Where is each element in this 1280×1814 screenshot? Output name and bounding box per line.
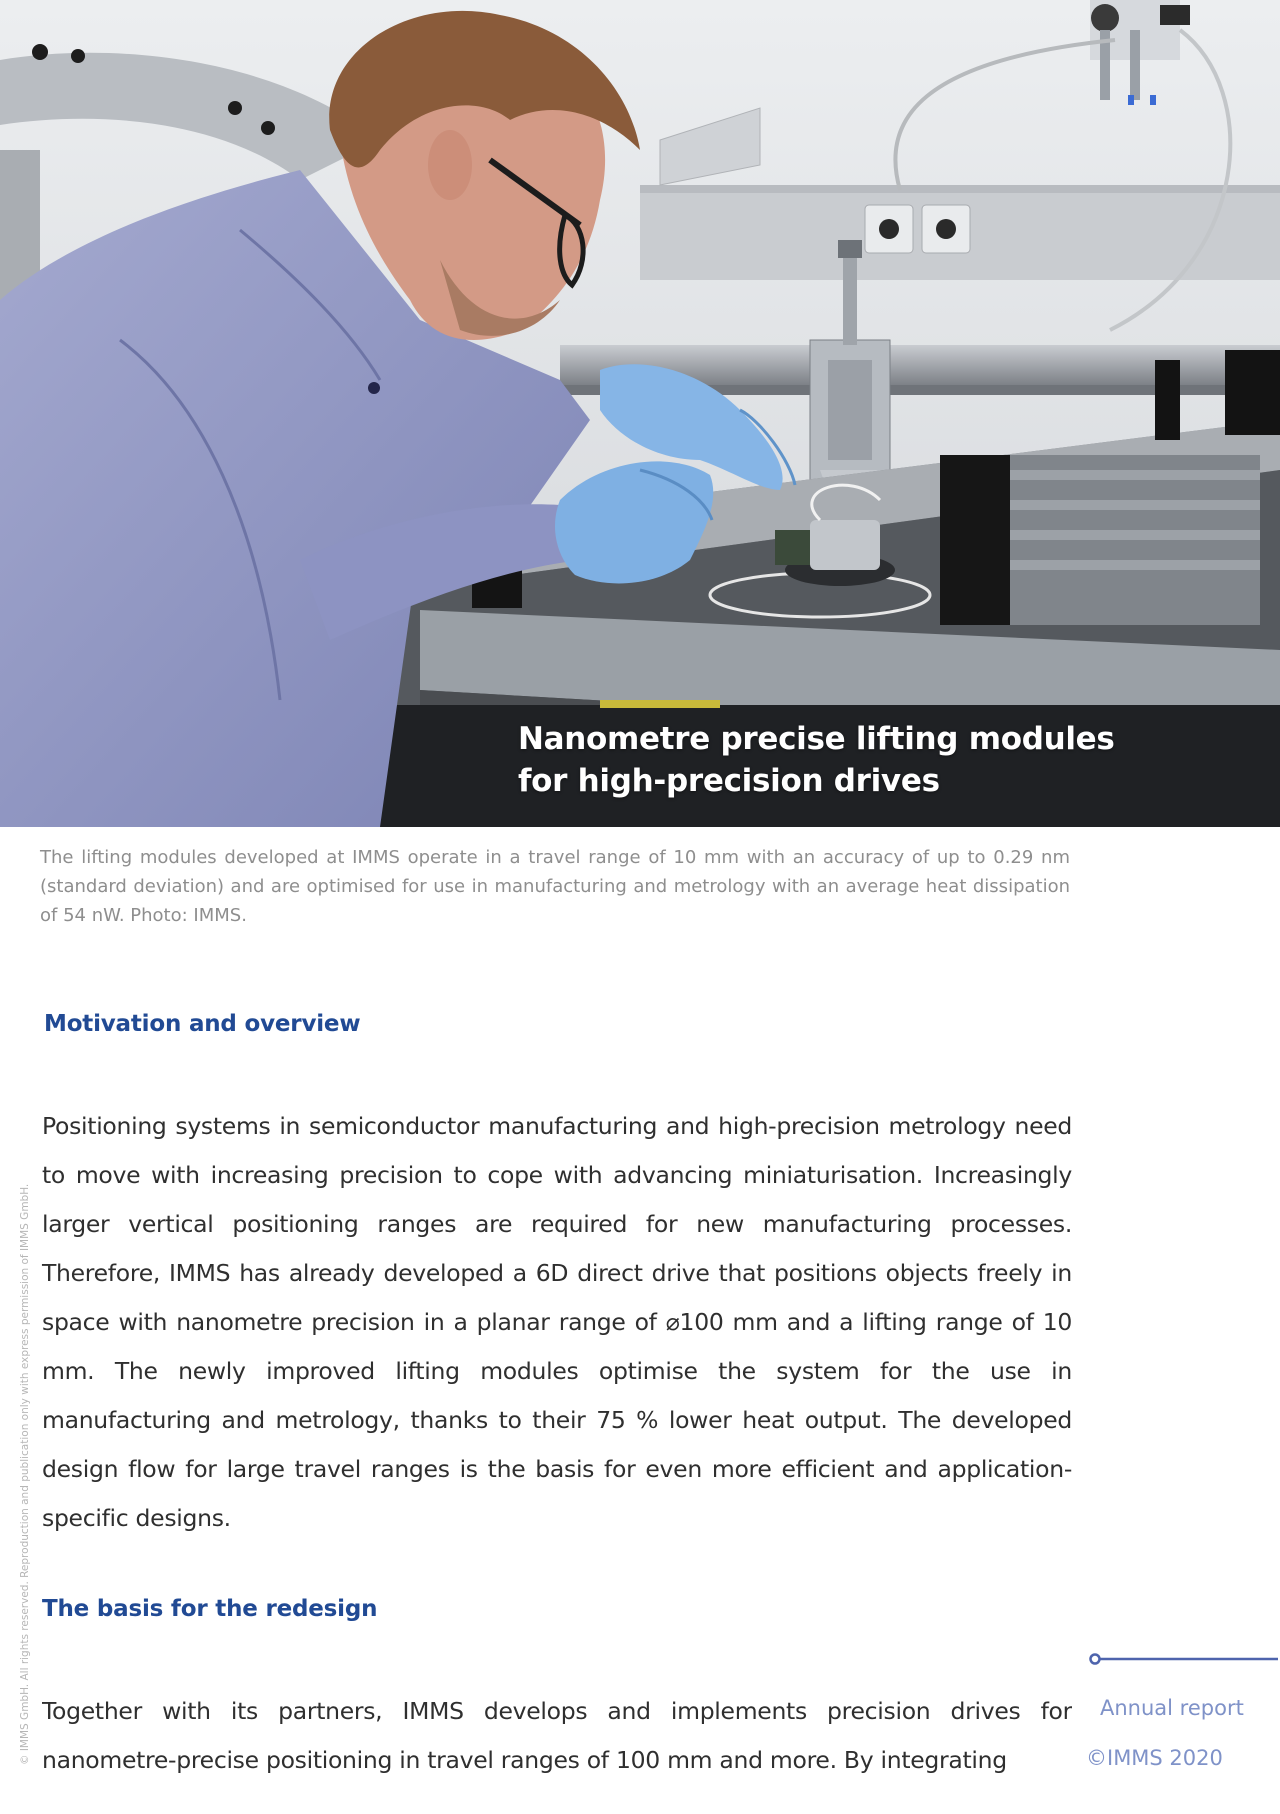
margin-timeline-icon [1088,1652,1278,1666]
section-heading-motivation: Motivation and overview [44,1011,361,1037]
vertical-copyright-notice: © IMMS GmbH. All rights reserved. Reproduction and publication only with express permission of IMMS GmbH. [19,1183,31,1765]
section-paragraph-basis: Together with its partners, IMMS develops and implements precision drives for nanometre-precise positioning in travel ranges of 100 mm and more. By integrating [42,1697,1072,1774]
imms-copyright-label: ©IMMS 2020 [1086,1746,1223,1770]
photo-caption: The lifting modules developed at IMMS operate in a travel range of 10 mm with an accuracy of up to 0.29 nm (standard deviation) and are optimised for use in manufacturing and metrology with an average heat dissipation of 54 nW. Photo: IMMS. [40,847,1070,926]
section-heading-basis: The basis for the redesign [42,1596,378,1622]
hero-title-line-1: Nanometre precise lifting modules [518,721,1115,757]
hero-title [518,718,1238,802]
hero-title-line-2: for high-precision drives [518,763,940,799]
hero-photo [0,0,1280,827]
annual-report-label: Annual report [1100,1696,1244,1720]
lab-photo-illustration [0,0,1280,827]
section-paragraph-motivation: Positioning systems in semiconductor manufacturing and high-precision metrology need to move with increasing precision to cope with advancing miniaturisation. Increasingly larger vertical positioning ranges are required for new manufacturing processes. Therefore, IMMS has already developed a 6D direct drive that positions objects freely in space with nanometre precision in a planar range of ⌀100 mm and a lifting range of 10 mm. The newly improved lifting modules optimise the system for the use in manufacturing and metrology, thanks to their 75 % lower heat output. The developed design flow for large travel ranges is the basis for even more efficient and application-specific designs. [42,1112,1072,1532]
